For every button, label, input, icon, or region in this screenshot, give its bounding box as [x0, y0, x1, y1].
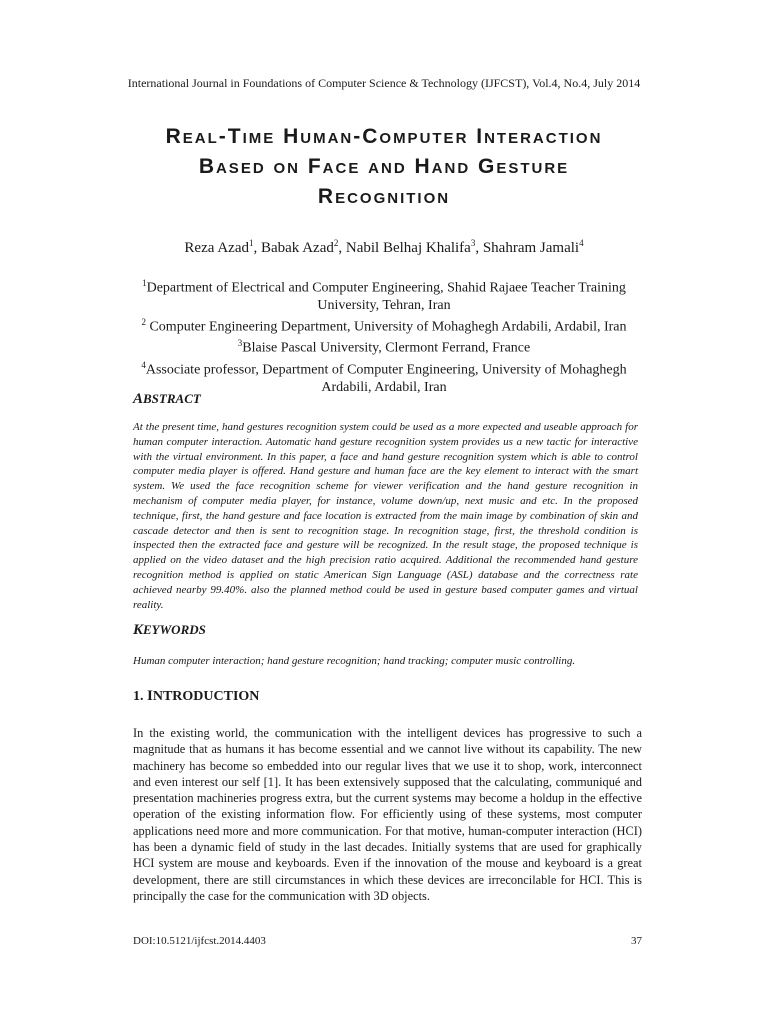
heading-rest: NTRODUCTION — [152, 689, 260, 704]
author-name: Nabil Belhaj Khalifa — [345, 240, 471, 256]
affiliation-text: Department of Electrical and Computer Engineering, Shahid Rajaee Teacher Training University, Tehran, Iran — [146, 280, 626, 313]
author-separator: , — [338, 240, 346, 256]
author-separator: , — [253, 240, 261, 256]
affiliation-marker: 3 — [237, 338, 243, 349]
affiliation-text: Associate professor, Department of Computer Engineering, University of Mohaghegh Ardabili, Ardabil, Iran — [145, 362, 627, 395]
affiliation-marker: 1 — [142, 278, 147, 288]
author-superscript: 3 — [470, 238, 476, 248]
affiliation-text: Computer Engineering Department, University of Mohaghegh Ardabili, Ardabil, Iran — [145, 319, 627, 335]
affiliation-item — [120, 314, 648, 336]
keywords-heading — [133, 622, 206, 639]
author-list — [60, 238, 708, 257]
abstract-body: At the present time, hand gestures recognition system could be used as a more expected and useable approach for human computer interaction. Automatic hand gesture recognition system provides us a new tactic for interactive with the virtual environment. In this paper, a face and hand gesture recognition system which is able to control computer media player is offered. Hand gesture and human face are the key element to interact with the smart system. We used the face recognition scheme for viewer verification and the hand gesture recognition in mechanism of computer media player, for instance, volume down/up, next music and etc. In the proposed technique, first, the hand gesture and face location is extracted from the main image by combination of skin and cascade detector and then is sent to recognition stage. In recognition stage, first, the threshold condition is inspected then the extracted face and gesture will be recognized. In the result stage, the proposed technique is applied on the video dataset and the high precision ratio acquired. Additional the recommended hand gesture recognition method is applied on static American Sign Language (ASL) database and the correctness rate achieved nearby 99.40%. also the planned method could be used in gesture based computer games and virtual reality. — [133, 421, 638, 611]
running-head: International Journal in Foundations of Computer Science & Technology (IJFCST), Vol.4, No.4, July 2014 — [127, 76, 641, 90]
affiliation-text: Blaise Pascal University, Clermont Ferrand, France — [242, 340, 531, 356]
heading-initial: I — [147, 688, 153, 704]
paper-title — [80, 122, 688, 212]
keywords-body: Human computer interaction; hand gesture recognition; hand tracking; computer music controlling. — [133, 655, 576, 667]
page-number: 37 — [631, 935, 642, 947]
abstract-heading — [133, 391, 201, 408]
author-superscript: 1 — [248, 238, 254, 248]
affiliation-marker: 2 — [141, 316, 146, 327]
author-name: Reza Azad — [184, 240, 249, 256]
section-number: 1. — [133, 689, 147, 704]
affiliation-item — [120, 275, 648, 314]
affiliation-item — [120, 335, 648, 357]
affiliation-item — [120, 357, 648, 396]
title-line-3: Recognition — [317, 185, 451, 208]
author-name: Shahram Jamali — [482, 240, 580, 256]
author-superscript: 2 — [333, 238, 339, 248]
heading-initial: A — [133, 391, 144, 407]
author-superscript: 4 — [579, 238, 584, 248]
heading-initial: K — [133, 622, 144, 638]
introduction-body: In the existing world, the communication with the intelligent devices has progressive to such a magnitude that as humans it has become essential and we cannot live without its capability. The new machinery has become so embedded into our regular lives that we use it to shop, work, interconnect and even interest our self [1]. It has been extensively supposed that the calculating, communiqué and presentation machineries progress extra, but the current systems may become a holdup in the effective operation of the existing information flow. For efficiently using of these systems, most computer applications need more and more communication. For that motive, human-computer interaction (HCI) has been a dynamic field of study in the last decades. Initially systems that are used for graphically HCI system are mouse and keyboards. Even if the innovation of the mouse and keyboard is a great development, there are still circumstances in which these devices are irreconcilable for HCI. This is principally the case for the communication with 3D objects. — [133, 726, 642, 903]
introduction-heading — [133, 688, 259, 705]
title-line-1: Real-Time Human-Computer Interaction — [165, 125, 603, 148]
heading-rest: EYWORDS — [143, 622, 206, 637]
footer-doi: DOI:10.5121/ijfcst.2014.4403 — [133, 935, 266, 947]
affiliation-marker: 4 — [141, 359, 146, 370]
author-name: Babak Azad — [260, 240, 334, 256]
author-separator: , — [475, 240, 483, 256]
title-line-2: Based on Face and Hand Gesture — [198, 155, 570, 178]
affiliation-list — [120, 275, 648, 396]
heading-rest: BSTRACT — [143, 391, 201, 406]
